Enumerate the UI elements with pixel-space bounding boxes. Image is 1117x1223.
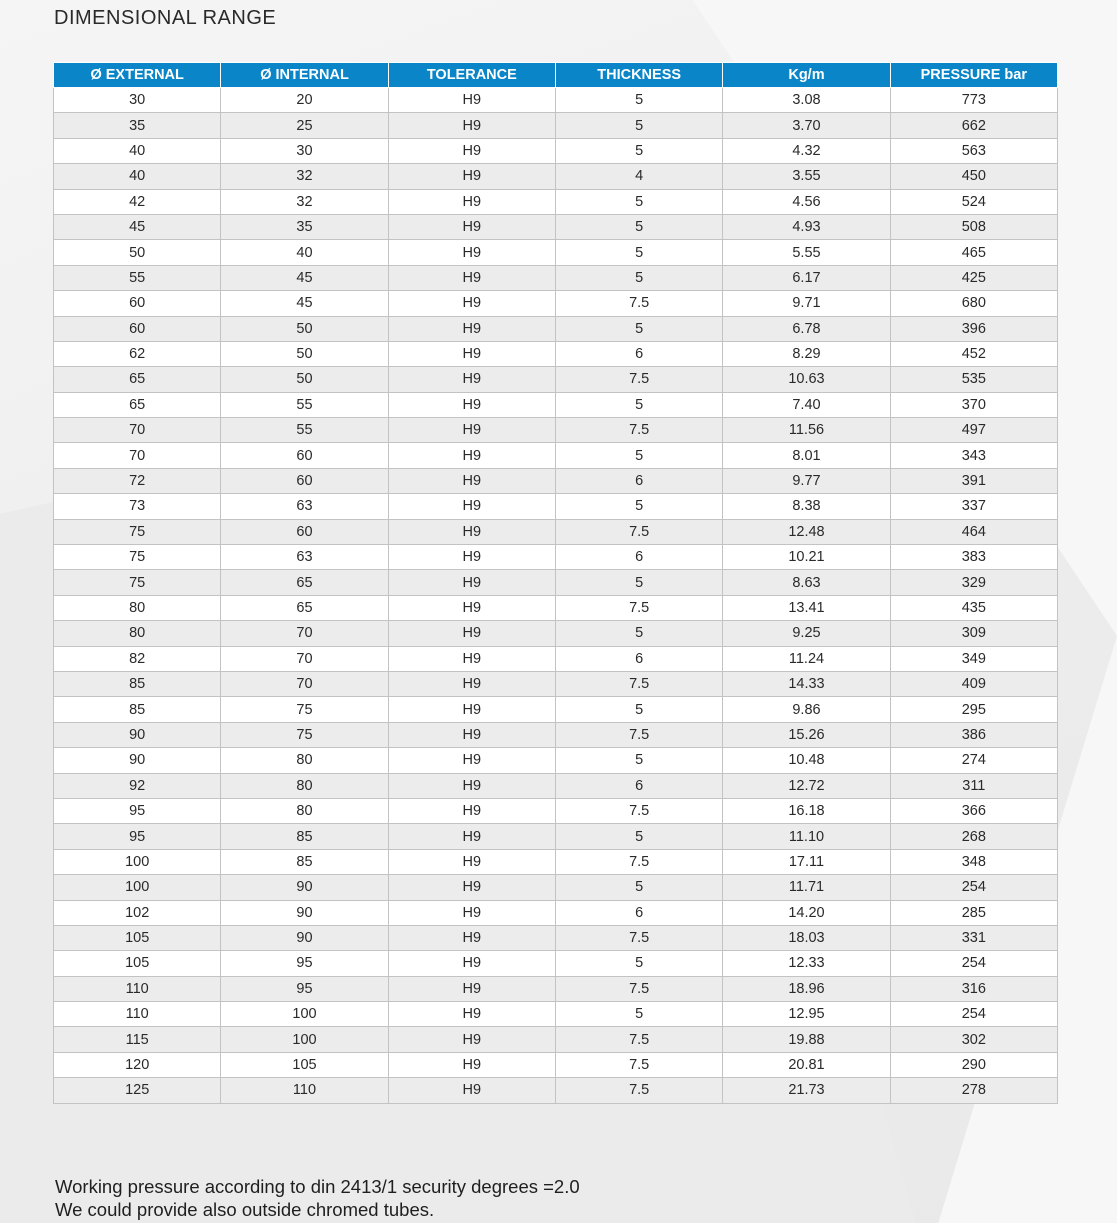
table-row <box>54 240 1058 265</box>
thickness-cell: 6 <box>555 545 722 570</box>
table-row <box>54 468 1058 493</box>
thickness-cell: 7.5 <box>555 976 722 1001</box>
table-row <box>54 341 1058 366</box>
pressure-cell: 254 <box>890 951 1057 976</box>
pressure-cell: 452 <box>890 341 1057 366</box>
pressure-cell: 331 <box>890 925 1057 950</box>
pressure-cell: 290 <box>890 1052 1057 1077</box>
pressure-cell: 662 <box>890 113 1057 138</box>
tolerance-cell: H9 <box>388 1027 555 1052</box>
tolerance-cell: H9 <box>388 798 555 823</box>
thickness-cell: 5 <box>555 697 722 722</box>
internal-diameter-cell: 80 <box>221 773 388 798</box>
external-diameter-cell: 110 <box>54 1002 221 1027</box>
pressure-cell: 309 <box>890 621 1057 646</box>
table-row <box>54 88 1058 113</box>
internal-diameter-cell: 30 <box>221 138 388 163</box>
column-header-weight: Kg/m <box>723 63 890 88</box>
table-body <box>54 88 1058 1104</box>
pressure-cell: 508 <box>890 214 1057 239</box>
thickness-cell: 7.5 <box>555 849 722 874</box>
pressure-cell: 464 <box>890 519 1057 544</box>
tolerance-cell: H9 <box>388 849 555 874</box>
thickness-cell: 5 <box>555 189 722 214</box>
weight-cell: 12.95 <box>723 1002 890 1027</box>
pressure-cell: 773 <box>890 88 1057 113</box>
pressure-cell: 349 <box>890 646 1057 671</box>
internal-diameter-cell: 60 <box>221 443 388 468</box>
external-diameter-cell: 80 <box>54 621 221 646</box>
external-diameter-cell: 55 <box>54 265 221 290</box>
internal-diameter-cell: 63 <box>221 545 388 570</box>
tolerance-cell: H9 <box>388 214 555 239</box>
external-diameter-cell: 60 <box>54 291 221 316</box>
internal-diameter-cell: 75 <box>221 722 388 747</box>
pressure-cell: 254 <box>890 1002 1057 1027</box>
internal-diameter-cell: 100 <box>221 1027 388 1052</box>
internal-diameter-cell: 95 <box>221 976 388 1001</box>
thickness-cell: 7.5 <box>555 291 722 316</box>
thickness-cell: 5 <box>555 570 722 595</box>
tolerance-cell: H9 <box>388 1052 555 1077</box>
table-row <box>54 214 1058 239</box>
tolerance-cell: H9 <box>388 1078 555 1103</box>
tolerance-cell: H9 <box>388 138 555 163</box>
weight-cell: 8.29 <box>723 341 890 366</box>
tolerance-cell: H9 <box>388 951 555 976</box>
weight-cell: 11.71 <box>723 875 890 900</box>
table-row <box>54 291 1058 316</box>
weight-cell: 12.33 <box>723 951 890 976</box>
external-diameter-cell: 42 <box>54 189 221 214</box>
tolerance-cell: H9 <box>388 367 555 392</box>
tolerance-cell: H9 <box>388 189 555 214</box>
external-diameter-cell: 50 <box>54 240 221 265</box>
thickness-cell: 7.5 <box>555 595 722 620</box>
table-row <box>54 1002 1058 1027</box>
column-header-tolerance: TOLERANCE <box>388 63 555 88</box>
thickness-cell: 5 <box>555 240 722 265</box>
table-row <box>54 849 1058 874</box>
table-row <box>54 773 1058 798</box>
thickness-cell: 7.5 <box>555 1027 722 1052</box>
thickness-cell: 5 <box>555 1002 722 1027</box>
tolerance-cell: H9 <box>388 418 555 443</box>
internal-diameter-cell: 80 <box>221 798 388 823</box>
thickness-cell: 6 <box>555 468 722 493</box>
pressure-cell: 680 <box>890 291 1057 316</box>
external-diameter-cell: 75 <box>54 519 221 544</box>
weight-cell: 4.56 <box>723 189 890 214</box>
table-row <box>54 545 1058 570</box>
table-row <box>54 900 1058 925</box>
thickness-cell: 5 <box>555 494 722 519</box>
working-pressure-note: Working pressure according to din 2413/1 security degrees =2.0 <box>55 1176 580 1197</box>
tolerance-cell: H9 <box>388 621 555 646</box>
external-diameter-cell: 65 <box>54 367 221 392</box>
thickness-cell: 7.5 <box>555 1078 722 1103</box>
external-diameter-cell: 85 <box>54 697 221 722</box>
table-row <box>54 113 1058 138</box>
weight-cell: 9.25 <box>723 621 890 646</box>
table-row <box>54 671 1058 696</box>
internal-diameter-cell: 70 <box>221 646 388 671</box>
weight-cell: 11.56 <box>723 418 890 443</box>
pressure-cell: 329 <box>890 570 1057 595</box>
weight-cell: 12.48 <box>723 519 890 544</box>
table-row <box>54 367 1058 392</box>
thickness-cell: 5 <box>555 392 722 417</box>
pressure-cell: 563 <box>890 138 1057 163</box>
weight-cell: 8.38 <box>723 494 890 519</box>
table-row <box>54 138 1058 163</box>
external-diameter-cell: 100 <box>54 875 221 900</box>
internal-diameter-cell: 100 <box>221 1002 388 1027</box>
thickness-cell: 7.5 <box>555 1052 722 1077</box>
external-diameter-cell: 105 <box>54 925 221 950</box>
weight-cell: 9.77 <box>723 468 890 493</box>
external-diameter-cell: 110 <box>54 976 221 1001</box>
weight-cell: 15.26 <box>723 722 890 747</box>
internal-diameter-cell: 50 <box>221 341 388 366</box>
table-row <box>54 418 1058 443</box>
table-row <box>54 824 1058 849</box>
thickness-cell: 5 <box>555 113 722 138</box>
thickness-cell: 7.5 <box>555 798 722 823</box>
external-diameter-cell: 75 <box>54 545 221 570</box>
internal-diameter-cell: 65 <box>221 570 388 595</box>
external-diameter-cell: 70 <box>54 418 221 443</box>
tolerance-cell: H9 <box>388 773 555 798</box>
weight-cell: 6.78 <box>723 316 890 341</box>
weight-cell: 3.08 <box>723 88 890 113</box>
table-row <box>54 748 1058 773</box>
weight-cell: 6.17 <box>723 265 890 290</box>
tolerance-cell: H9 <box>388 722 555 747</box>
table-row <box>54 646 1058 671</box>
external-diameter-cell: 45 <box>54 214 221 239</box>
tolerance-cell: H9 <box>388 748 555 773</box>
thickness-cell: 7.5 <box>555 925 722 950</box>
weight-cell: 10.21 <box>723 545 890 570</box>
pressure-cell: 435 <box>890 595 1057 620</box>
pressure-cell: 465 <box>890 240 1057 265</box>
thickness-cell: 5 <box>555 443 722 468</box>
internal-diameter-cell: 20 <box>221 88 388 113</box>
weight-cell: 7.40 <box>723 392 890 417</box>
thickness-cell: 7.5 <box>555 671 722 696</box>
internal-diameter-cell: 55 <box>221 392 388 417</box>
pressure-cell: 535 <box>890 367 1057 392</box>
tolerance-cell: H9 <box>388 88 555 113</box>
table-row <box>54 722 1058 747</box>
internal-diameter-cell: 70 <box>221 671 388 696</box>
table-row <box>54 1027 1058 1052</box>
weight-cell: 17.11 <box>723 849 890 874</box>
weight-cell: 8.63 <box>723 570 890 595</box>
external-diameter-cell: 95 <box>54 824 221 849</box>
pressure-cell: 524 <box>890 189 1057 214</box>
table-row <box>54 570 1058 595</box>
pressure-cell: 316 <box>890 976 1057 1001</box>
internal-diameter-cell: 70 <box>221 621 388 646</box>
weight-cell: 20.81 <box>723 1052 890 1077</box>
tolerance-cell: H9 <box>388 824 555 849</box>
pressure-cell: 274 <box>890 748 1057 773</box>
table-row <box>54 519 1058 544</box>
pressure-cell: 383 <box>890 545 1057 570</box>
table-header-row <box>54 63 1058 88</box>
tolerance-cell: H9 <box>388 316 555 341</box>
table-row <box>54 1078 1058 1103</box>
page-title: DIMENSIONAL RANGE <box>54 7 277 29</box>
thickness-cell: 6 <box>555 900 722 925</box>
tolerance-cell: H9 <box>388 570 555 595</box>
pressure-cell: 386 <box>890 722 1057 747</box>
internal-diameter-cell: 80 <box>221 748 388 773</box>
internal-diameter-cell: 55 <box>221 418 388 443</box>
weight-cell: 21.73 <box>723 1078 890 1103</box>
tolerance-cell: H9 <box>388 519 555 544</box>
pressure-cell: 337 <box>890 494 1057 519</box>
external-diameter-cell: 60 <box>54 316 221 341</box>
external-diameter-cell: 62 <box>54 341 221 366</box>
internal-diameter-cell: 60 <box>221 519 388 544</box>
internal-diameter-cell: 85 <box>221 824 388 849</box>
thickness-cell: 6 <box>555 773 722 798</box>
internal-diameter-cell: 25 <box>221 113 388 138</box>
internal-diameter-cell: 105 <box>221 1052 388 1077</box>
weight-cell: 3.70 <box>723 113 890 138</box>
internal-diameter-cell: 50 <box>221 367 388 392</box>
table-row <box>54 875 1058 900</box>
tolerance-cell: H9 <box>388 545 555 570</box>
external-diameter-cell: 125 <box>54 1078 221 1103</box>
internal-diameter-cell: 32 <box>221 189 388 214</box>
pressure-cell: 268 <box>890 824 1057 849</box>
internal-diameter-cell: 40 <box>221 240 388 265</box>
internal-diameter-cell: 60 <box>221 468 388 493</box>
weight-cell: 16.18 <box>723 798 890 823</box>
dimensional-range-table <box>53 62 1058 1104</box>
external-diameter-cell: 105 <box>54 951 221 976</box>
thickness-cell: 5 <box>555 621 722 646</box>
external-diameter-cell: 40 <box>54 164 221 189</box>
external-diameter-cell: 40 <box>54 138 221 163</box>
thickness-cell: 7.5 <box>555 367 722 392</box>
weight-cell: 12.72 <box>723 773 890 798</box>
external-diameter-cell: 30 <box>54 88 221 113</box>
table-row <box>54 951 1058 976</box>
pressure-cell: 285 <box>890 900 1057 925</box>
table-row <box>54 1052 1058 1077</box>
tolerance-cell: H9 <box>388 646 555 671</box>
thickness-cell: 5 <box>555 265 722 290</box>
tolerance-cell: H9 <box>388 875 555 900</box>
thickness-cell: 5 <box>555 875 722 900</box>
weight-cell: 4.32 <box>723 138 890 163</box>
internal-diameter-cell: 50 <box>221 316 388 341</box>
weight-cell: 9.86 <box>723 697 890 722</box>
table-row <box>54 798 1058 823</box>
thickness-cell: 5 <box>555 951 722 976</box>
weight-cell: 10.63 <box>723 367 890 392</box>
internal-diameter-cell: 63 <box>221 494 388 519</box>
external-diameter-cell: 90 <box>54 748 221 773</box>
thickness-cell: 5 <box>555 316 722 341</box>
table-row <box>54 164 1058 189</box>
pressure-cell: 366 <box>890 798 1057 823</box>
pressure-cell: 311 <box>890 773 1057 798</box>
internal-diameter-cell: 90 <box>221 925 388 950</box>
thickness-cell: 6 <box>555 341 722 366</box>
chromed-tubes-note: We could provide also outside chromed tubes. <box>55 1199 435 1220</box>
weight-cell: 18.96 <box>723 976 890 1001</box>
internal-diameter-cell: 45 <box>221 265 388 290</box>
table-row <box>54 316 1058 341</box>
tolerance-cell: H9 <box>388 468 555 493</box>
pressure-cell: 396 <box>890 316 1057 341</box>
pressure-cell: 254 <box>890 875 1057 900</box>
pressure-cell: 425 <box>890 265 1057 290</box>
tolerance-cell: H9 <box>388 494 555 519</box>
pressure-cell: 370 <box>890 392 1057 417</box>
column-header-internal: Ø INTERNAL <box>221 63 388 88</box>
thickness-cell: 5 <box>555 748 722 773</box>
table-row <box>54 621 1058 646</box>
tolerance-cell: H9 <box>388 113 555 138</box>
external-diameter-cell: 92 <box>54 773 221 798</box>
internal-diameter-cell: 90 <box>221 875 388 900</box>
weight-cell: 5.55 <box>723 240 890 265</box>
external-diameter-cell: 72 <box>54 468 221 493</box>
weight-cell: 18.03 <box>723 925 890 950</box>
internal-diameter-cell: 95 <box>221 951 388 976</box>
internal-diameter-cell: 75 <box>221 697 388 722</box>
weight-cell: 11.10 <box>723 824 890 849</box>
column-header-thickness: THICKNESS <box>555 63 722 88</box>
thickness-cell: 5 <box>555 824 722 849</box>
pressure-cell: 348 <box>890 849 1057 874</box>
external-diameter-cell: 35 <box>54 113 221 138</box>
tolerance-cell: H9 <box>388 925 555 950</box>
table-row <box>54 925 1058 950</box>
table-row <box>54 494 1058 519</box>
table-row <box>54 976 1058 1001</box>
external-diameter-cell: 80 <box>54 595 221 620</box>
internal-diameter-cell: 90 <box>221 900 388 925</box>
external-diameter-cell: 85 <box>54 671 221 696</box>
weight-cell: 4.93 <box>723 214 890 239</box>
internal-diameter-cell: 110 <box>221 1078 388 1103</box>
weight-cell: 10.48 <box>723 748 890 773</box>
table-row <box>54 189 1058 214</box>
table-row <box>54 595 1058 620</box>
thickness-cell: 7.5 <box>555 722 722 747</box>
pressure-cell: 295 <box>890 697 1057 722</box>
pressure-cell: 278 <box>890 1078 1057 1103</box>
external-diameter-cell: 65 <box>54 392 221 417</box>
tolerance-cell: H9 <box>388 164 555 189</box>
column-header-external: Ø EXTERNAL <box>54 63 221 88</box>
thickness-cell: 6 <box>555 646 722 671</box>
weight-cell: 14.33 <box>723 671 890 696</box>
tolerance-cell: H9 <box>388 240 555 265</box>
column-header-pressure: PRESSURE bar <box>890 63 1057 88</box>
table-row <box>54 265 1058 290</box>
pressure-cell: 497 <box>890 418 1057 443</box>
weight-cell: 3.55 <box>723 164 890 189</box>
tolerance-cell: H9 <box>388 265 555 290</box>
external-diameter-cell: 70 <box>54 443 221 468</box>
weight-cell: 14.20 <box>723 900 890 925</box>
external-diameter-cell: 73 <box>54 494 221 519</box>
pressure-cell: 391 <box>890 468 1057 493</box>
external-diameter-cell: 75 <box>54 570 221 595</box>
table-row <box>54 392 1058 417</box>
thickness-cell: 7.5 <box>555 418 722 443</box>
external-diameter-cell: 120 <box>54 1052 221 1077</box>
tolerance-cell: H9 <box>388 341 555 366</box>
weight-cell: 11.24 <box>723 646 890 671</box>
internal-diameter-cell: 65 <box>221 595 388 620</box>
weight-cell: 9.71 <box>723 291 890 316</box>
external-diameter-cell: 102 <box>54 900 221 925</box>
external-diameter-cell: 115 <box>54 1027 221 1052</box>
tolerance-cell: H9 <box>388 291 555 316</box>
tolerance-cell: H9 <box>388 443 555 468</box>
external-diameter-cell: 90 <box>54 722 221 747</box>
pressure-cell: 450 <box>890 164 1057 189</box>
tolerance-cell: H9 <box>388 697 555 722</box>
internal-diameter-cell: 32 <box>221 164 388 189</box>
thickness-cell: 5 <box>555 138 722 163</box>
weight-cell: 19.88 <box>723 1027 890 1052</box>
thickness-cell: 5 <box>555 214 722 239</box>
footnotes <box>55 1175 580 1221</box>
thickness-cell: 5 <box>555 88 722 113</box>
tolerance-cell: H9 <box>388 1002 555 1027</box>
tolerance-cell: H9 <box>388 976 555 1001</box>
internal-diameter-cell: 85 <box>221 849 388 874</box>
tolerance-cell: H9 <box>388 595 555 620</box>
table-row <box>54 697 1058 722</box>
pressure-cell: 343 <box>890 443 1057 468</box>
pressure-cell: 409 <box>890 671 1057 696</box>
external-diameter-cell: 82 <box>54 646 221 671</box>
internal-diameter-cell: 35 <box>221 214 388 239</box>
internal-diameter-cell: 45 <box>221 291 388 316</box>
tolerance-cell: H9 <box>388 671 555 696</box>
weight-cell: 13.41 <box>723 595 890 620</box>
tolerance-cell: H9 <box>388 900 555 925</box>
tolerance-cell: H9 <box>388 392 555 417</box>
thickness-cell: 4 <box>555 164 722 189</box>
external-diameter-cell: 100 <box>54 849 221 874</box>
table-row <box>54 443 1058 468</box>
external-diameter-cell: 95 <box>54 798 221 823</box>
weight-cell: 8.01 <box>723 443 890 468</box>
pressure-cell: 302 <box>890 1027 1057 1052</box>
thickness-cell: 7.5 <box>555 519 722 544</box>
